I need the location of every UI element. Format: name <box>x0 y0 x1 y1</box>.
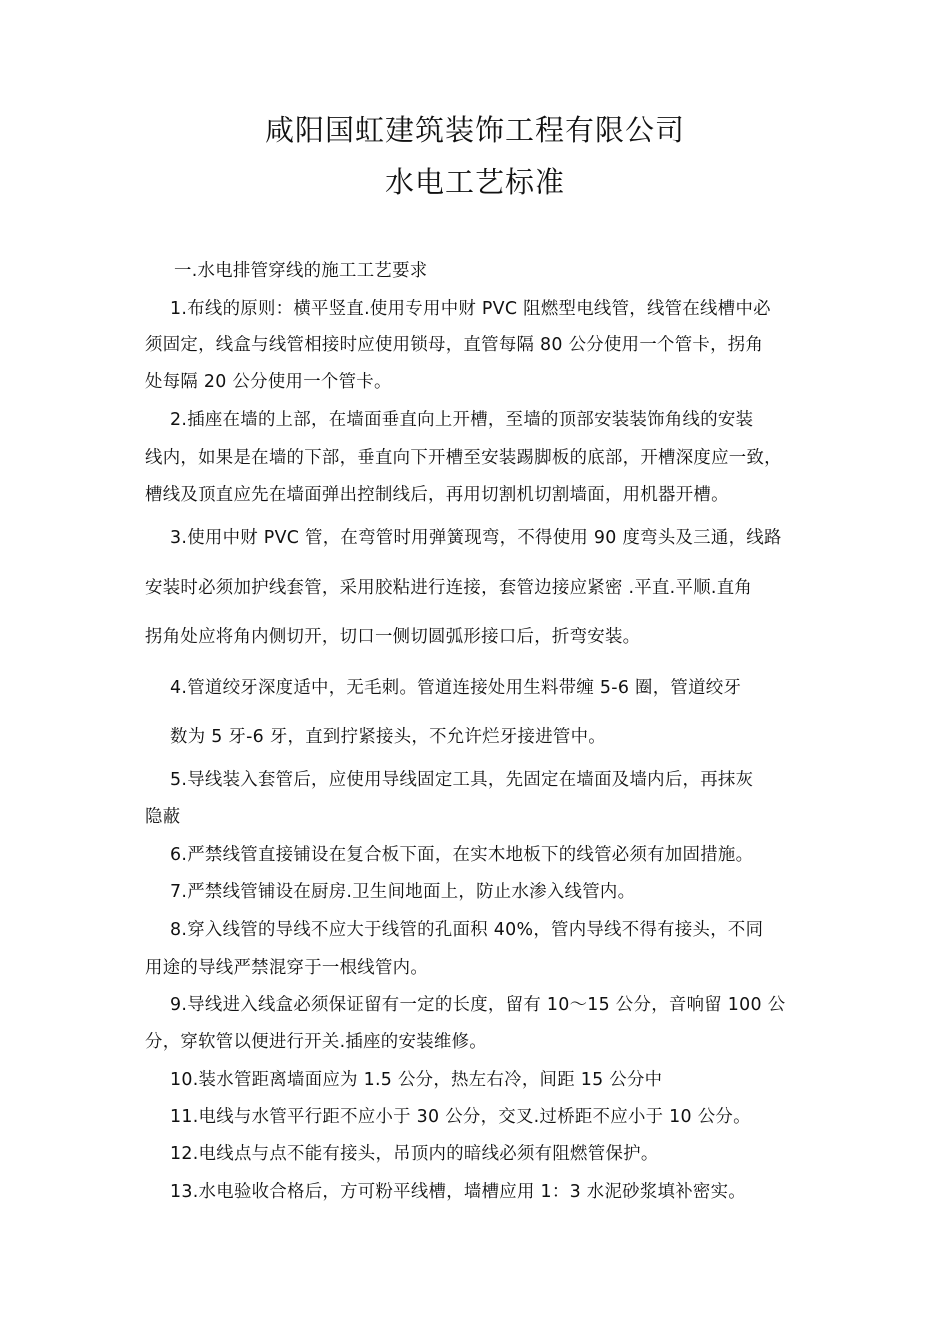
text-line: 5.导线装入套管后，应使用导线固定工具，先固定在墙面及墙内后，再抹灰 <box>170 770 754 790</box>
text-line: 数为 5 牙-6 牙，直到拧紧接头，不允许烂牙接进管中。 <box>170 727 606 747</box>
text-line: 须固定，线盒与线管相接时应使用锁母，直管每隔 80 公分使用一个管卡，拐角 <box>145 335 764 355</box>
text-line: 8.穿入线管的导线不应大于线管的孔面积 40%，管内导线不得有接头，不同 <box>170 920 764 940</box>
text-line: 9.导线进入线盒必须保证留有一定的长度，留有 10～15 公分，音响留 100 公 <box>170 995 786 1015</box>
text-line: 处每隔 20 公分使用一个管卡。 <box>145 372 392 392</box>
text-line: 安装时必须加护线套管，采用胶粘进行连接，套管边接应紧密 .平直.平顺.直角 <box>145 578 753 598</box>
text-line: 线内，如果是在墙的下部，垂直向下开槽至安装踢脚板的底部，开槽深度应一致， <box>145 448 782 468</box>
company-title: 咸阳国虹建筑装饰工程有限公司 <box>264 113 685 147</box>
document-title: 水电工艺标准 <box>384 165 565 199</box>
text-line: 12.电线点与点不能有接头，吊顶内的暗线必须有阻燃管保护。 <box>170 1144 659 1164</box>
text-line: 拐角处应将角内侧切开，切口一侧切圆弧形接口后，折弯安装。 <box>145 627 641 647</box>
text-line: 10.装水管距离墙面应为 1.5 公分，热左右冷，间距 15 公分中 <box>170 1070 663 1090</box>
text-line: 隐蔽 <box>145 807 181 827</box>
text-line: 3.使用中财 PVC 管，在弯管时用弹簧现弯，不得使用 90 度弯头及三通，线路 <box>170 528 782 548</box>
text-line: 2.插座在墙的上部，在墙面垂直向上开槽，至墙的顶部安装装饰角线的安装 <box>170 410 754 430</box>
text-line: 7.严禁线管铺设在厨房.卫生间地面上，防止水渗入线管内。 <box>170 882 636 902</box>
text-line: 4.管道绞牙深度适中，无毛刺。管道连接处用生料带缠 5-6 圈，管道绞牙 <box>170 678 742 698</box>
text-line: 1.布线的原则：横平竖直.使用专用中财 PVC 阻燃型电线管，线管在线槽中必 <box>170 299 771 319</box>
text-line: 用途的导线严禁混穿于一根线管内。 <box>145 958 429 978</box>
text-line: 槽线及顶直应先在墙面弹出控制线后，再用切割机切割墙面，用机器开槽。 <box>145 485 729 505</box>
text-line: 6.严禁线管直接铺设在复合板下面，在实木地板下的线管必须有加固措施。 <box>170 845 754 865</box>
text-line: 13.水电验收合格后，方可粉平线槽，墙槽应用 1：3 水泥砂浆填补密实。 <box>170 1182 746 1202</box>
text-line: 分，穿软管以便进行开关.插座的安装维修。 <box>145 1032 487 1052</box>
text-line: 11.电线与水管平行距不应小于 30 公分，交叉.过桥距不应小于 10 公分。 <box>170 1107 751 1127</box>
section-heading: 一.水电排管穿线的施工工艺要求 <box>174 261 428 281</box>
